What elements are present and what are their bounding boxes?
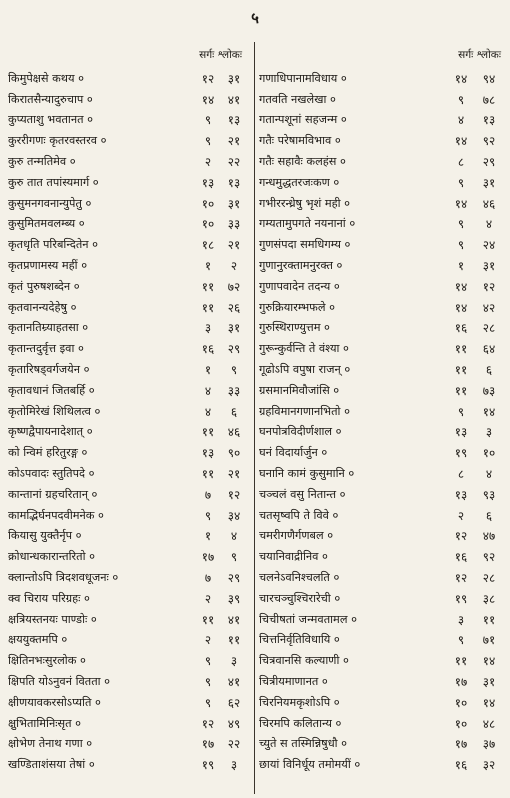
sarga-number: १ bbox=[457, 259, 465, 274]
sarga-number: १७ bbox=[201, 737, 215, 752]
shloka-number: ६ bbox=[485, 363, 493, 378]
shloka-number: ३७ bbox=[482, 737, 496, 752]
verse-opening: क्षययुक्तमपि ० bbox=[8, 633, 68, 647]
shloka-number: ९ bbox=[230, 363, 238, 378]
shloka-number: ४ bbox=[485, 467, 493, 482]
page-number: ५ bbox=[251, 9, 259, 27]
verse-opening: चयानिवाद्रीनिव ० bbox=[259, 550, 328, 564]
index-entry bbox=[259, 297, 504, 318]
sarga-number: १४ bbox=[454, 71, 468, 86]
index-entry bbox=[8, 276, 248, 297]
index-entry bbox=[259, 276, 504, 297]
sarga-number: १४ bbox=[454, 196, 468, 211]
verse-opening: गणाधिपानामविधाय ० bbox=[259, 71, 347, 85]
verse-opening: कृतप्रणामस्य महीं ० bbox=[8, 259, 88, 273]
sarga-number: १८ bbox=[201, 238, 215, 253]
shloka-number: ७२ bbox=[227, 279, 241, 294]
index-entry bbox=[259, 650, 504, 671]
verse-opening: गुणापवादेन तदन्य ० bbox=[259, 279, 340, 293]
index-entry bbox=[259, 588, 504, 609]
shloka-number: १४ bbox=[482, 695, 496, 710]
shloka-number: ९२ bbox=[482, 550, 496, 565]
left-index-column bbox=[8, 68, 248, 775]
verse-opening: गतैः परेषामविभाव ० bbox=[259, 134, 341, 148]
verse-opening: कृतधृति परिबन्दितेन ० bbox=[8, 238, 99, 252]
index-entry bbox=[8, 151, 248, 172]
sarga-number: १० bbox=[454, 695, 468, 710]
verse-opening: कुप्यताशु भवतानत ० bbox=[8, 113, 94, 127]
verse-opening: कुररीगणः कृतरवस्तरव ० bbox=[8, 134, 107, 148]
sarga-number: १ bbox=[204, 363, 212, 378]
index-entry bbox=[8, 297, 248, 318]
shloka-number: ९४ bbox=[482, 71, 496, 86]
sarga-number: १६ bbox=[454, 550, 468, 565]
shloka-number: १३ bbox=[482, 113, 496, 128]
verse-opening: कृतान्तदुर्वृत्त इवा ० bbox=[8, 342, 84, 356]
verse-opening: गुरुस्थिराण्युत्तम ० bbox=[259, 321, 330, 335]
index-entry bbox=[8, 692, 248, 713]
index-entry bbox=[8, 255, 248, 276]
shloka-number: ३३ bbox=[227, 383, 241, 398]
index-entry bbox=[259, 546, 504, 567]
verse-opening: गन्धमुद्धतरजःकण ० bbox=[259, 175, 340, 189]
shloka-number: ४६ bbox=[482, 196, 496, 211]
verse-opening: क्षितिनभःसुरलोक ० bbox=[8, 654, 86, 668]
shloka-number: १२ bbox=[482, 279, 496, 294]
index-entry bbox=[259, 110, 504, 131]
verse-opening: कोऽपवादः स्तुतिपदे ० bbox=[8, 467, 95, 481]
left-column-header: सर्गः श्लोकः bbox=[199, 49, 242, 61]
index-entry bbox=[8, 380, 248, 401]
shloka-number: ४ bbox=[485, 217, 493, 232]
index-entry bbox=[259, 130, 504, 151]
verse-opening: कृतोमिरेखं शिथिलत्व ० bbox=[8, 404, 101, 418]
shloka-number: २ bbox=[230, 259, 238, 274]
sarga-number: ११ bbox=[201, 300, 215, 315]
verse-opening: क्षुभितामिनिःसृत ० bbox=[8, 716, 82, 730]
shloka-number: १४ bbox=[482, 654, 496, 669]
shloka-number: २९ bbox=[227, 342, 241, 357]
right-index-column bbox=[259, 68, 504, 775]
verse-opening: क्व चिराय परिग्रहः ० bbox=[8, 591, 90, 605]
verse-opening: चिचीषतां जन्मवतामल ० bbox=[259, 612, 357, 626]
sarga-number: ९ bbox=[204, 134, 212, 149]
index-entry bbox=[8, 463, 248, 484]
sarga-number: २ bbox=[457, 508, 465, 523]
shloka-number: १२ bbox=[227, 487, 241, 502]
sarga-number: ११ bbox=[201, 612, 215, 627]
index-entry bbox=[8, 234, 248, 255]
verse-opening: कान्तानां ग्रहचरितान् ० bbox=[8, 487, 98, 501]
index-entry bbox=[8, 318, 248, 339]
sarga-number: १३ bbox=[454, 425, 468, 440]
shloka-number: ४६ bbox=[227, 425, 241, 440]
shloka-number: २१ bbox=[227, 467, 241, 482]
column-divider bbox=[254, 42, 255, 794]
shloka-number: ३१ bbox=[482, 259, 496, 274]
shloka-number: २८ bbox=[482, 571, 496, 586]
shloka-number: ६२ bbox=[227, 695, 241, 710]
verse-opening: चमरीगणैर्गणबल ० bbox=[259, 529, 334, 543]
shloka-number: ७३ bbox=[482, 383, 496, 398]
index-entry bbox=[8, 68, 248, 89]
index-entry bbox=[8, 671, 248, 692]
shloka-number: १३ bbox=[227, 175, 241, 190]
sarga-number: १६ bbox=[201, 342, 215, 357]
verse-opening: कृतवानन्यदेहेषु ० bbox=[8, 300, 77, 314]
shloka-number: १४ bbox=[482, 404, 496, 419]
verse-opening: चतसृष्वपि ते विवे ० bbox=[259, 508, 339, 522]
shloka-number: ३४ bbox=[227, 508, 241, 523]
verse-opening: चित्रवानसि कल्याणी ० bbox=[259, 654, 349, 668]
verse-opening: गभीररन्ध्रेषु भृशं मही ० bbox=[259, 196, 351, 210]
index-entry bbox=[259, 692, 504, 713]
index-entry bbox=[259, 713, 504, 734]
sarga-number: ९ bbox=[204, 695, 212, 710]
index-entry bbox=[8, 110, 248, 131]
index-entry bbox=[259, 214, 504, 235]
sarga-number: २ bbox=[204, 155, 212, 170]
sarga-number: १४ bbox=[454, 134, 468, 149]
shloka-number: ४९ bbox=[227, 716, 241, 731]
verse-opening: चलनेऽवनिश्चलति ० bbox=[259, 571, 340, 585]
verse-opening: गुरून्कुर्वन्ति ते वंश्या ० bbox=[259, 342, 349, 356]
sarga-number: ९ bbox=[204, 508, 212, 523]
verse-opening: गुरुक्रियारम्भफले ० bbox=[259, 300, 335, 314]
sarga-number: ७ bbox=[204, 487, 212, 502]
sarga-number: ११ bbox=[201, 425, 215, 440]
index-entry bbox=[8, 650, 248, 671]
verse-opening: कुसुमितमवलम्ब्य ० bbox=[8, 217, 85, 231]
shloka-number: ४१ bbox=[227, 612, 241, 627]
sarga-number: ३ bbox=[457, 612, 465, 627]
verse-opening: क्षिपति योऽनुवनं वितता ० bbox=[8, 675, 111, 688]
sarga-number: ९ bbox=[457, 175, 465, 190]
shloka-number: ९३ bbox=[482, 487, 496, 502]
shloka-number: ७१ bbox=[482, 633, 496, 648]
shloka-number: ११ bbox=[482, 612, 496, 627]
index-entry bbox=[8, 338, 248, 359]
shloka-number: ४१ bbox=[227, 92, 241, 107]
shloka-number: ३ bbox=[230, 758, 238, 773]
verse-opening: कुरु तात तपांस्यमार्ग ० bbox=[8, 175, 99, 189]
shloka-number: ४ bbox=[230, 529, 238, 544]
index-entry bbox=[259, 255, 504, 276]
verse-opening: छायां विनिर्धूय तमोमयीं ० bbox=[259, 758, 361, 772]
shloka-number: ३१ bbox=[482, 175, 496, 190]
index-entry bbox=[259, 89, 504, 110]
sarga-number: १३ bbox=[201, 446, 215, 461]
index-entry bbox=[8, 401, 248, 422]
sarga-number: १० bbox=[201, 196, 215, 211]
sarga-number: १ bbox=[204, 259, 212, 274]
sarga-number: ११ bbox=[201, 279, 215, 294]
index-entry bbox=[259, 567, 504, 588]
sarga-number: २ bbox=[204, 591, 212, 606]
sarga-number: १९ bbox=[201, 758, 215, 773]
sarga-number: १२ bbox=[454, 529, 468, 544]
shloka-number: ७८ bbox=[482, 92, 496, 107]
index-entry bbox=[8, 505, 248, 526]
sarga-number: १९ bbox=[454, 446, 468, 461]
verse-opening: घनं विदार्यार्जुन ० bbox=[259, 446, 328, 460]
index-entry bbox=[259, 754, 504, 775]
verse-opening: चारचञ्चुश्चिरारेची ० bbox=[259, 591, 341, 605]
verse-opening: कृतावधानं जितबर्हि ० bbox=[8, 383, 95, 397]
shloka-number: २८ bbox=[482, 321, 496, 336]
sarga-number: ९ bbox=[457, 217, 465, 232]
shloka-number: १३ bbox=[227, 113, 241, 128]
verse-opening: चिरनियमकृशोऽपि ० bbox=[259, 695, 340, 709]
sarga-number: ४ bbox=[204, 404, 212, 419]
sarga-number: १७ bbox=[454, 675, 468, 689]
verse-opening: गम्यतामुपगते नयनानां ० bbox=[259, 217, 356, 231]
verse-opening: गतवति नखलेखा ० bbox=[259, 92, 336, 106]
verse-opening: गतान्पशूनां सहजन्म ० bbox=[259, 113, 347, 127]
verse-opening: किमुपेक्षसे कथय ० bbox=[8, 71, 85, 85]
shloka-number: २९ bbox=[227, 571, 241, 586]
index-entry bbox=[259, 172, 504, 193]
sarga-number: १६ bbox=[454, 321, 468, 336]
shloka-number: १० bbox=[482, 446, 496, 461]
shloka-number: ९० bbox=[227, 446, 241, 461]
index-entry bbox=[259, 671, 504, 692]
shloka-number: ३१ bbox=[227, 71, 241, 86]
index-entry bbox=[259, 609, 504, 630]
shloka-number: ९२ bbox=[482, 134, 496, 149]
sarga-number: ९ bbox=[204, 675, 212, 689]
sarga-number: १९ bbox=[454, 591, 468, 606]
verse-opening: गूढोऽपि वपुषा राजन् ० bbox=[259, 363, 351, 377]
shloka-number: २४ bbox=[482, 238, 496, 253]
verse-opening: ग्रसमानमिवौजांसि ० bbox=[259, 383, 340, 397]
index-entry bbox=[259, 193, 504, 214]
index-entry bbox=[259, 734, 504, 755]
verse-opening: को न्विमं हरितुरङ्ग ० bbox=[8, 446, 88, 460]
index-entry bbox=[8, 422, 248, 443]
shloka-number: २६ bbox=[227, 300, 241, 315]
index-entry bbox=[259, 526, 504, 547]
sarga-number: ८ bbox=[457, 467, 465, 482]
sarga-number: ९ bbox=[457, 404, 465, 419]
sarga-number: ७ bbox=[204, 571, 212, 586]
shloka-number: २१ bbox=[227, 134, 241, 149]
shloka-number: ६ bbox=[485, 508, 493, 523]
sarga-number: ९ bbox=[457, 633, 465, 648]
verse-opening: किरातसैन्यादुरुचाप ० bbox=[8, 92, 93, 106]
verse-opening: घनानि कामं कुसुमानि ० bbox=[259, 467, 355, 481]
verse-opening: खण्डिताशंसया तेषां ० bbox=[8, 758, 95, 772]
index-entry bbox=[8, 526, 248, 547]
sarga-number: ४ bbox=[457, 113, 465, 128]
shloka-number: ४७ bbox=[482, 529, 496, 544]
sarga-number: १ bbox=[204, 529, 212, 544]
sarga-number: १२ bbox=[201, 71, 215, 86]
sarga-number: १२ bbox=[454, 571, 468, 586]
verse-opening: घनपोत्रविदीर्णशाल ० bbox=[259, 425, 342, 439]
index-entry bbox=[8, 713, 248, 734]
verse-opening: चित्रीयमाणानत ० bbox=[259, 675, 328, 688]
verse-opening: क्षत्रियस्तनयः पाण्डोः ० bbox=[8, 612, 97, 626]
verse-opening: कृतं पुरुषशब्देन ० bbox=[8, 279, 80, 293]
verse-opening: गुणानुरक्तामनुरक्त ० bbox=[259, 259, 343, 273]
shloka-number: ३८ bbox=[482, 591, 496, 606]
sarga-number: ११ bbox=[454, 654, 468, 669]
verse-opening: चञ्चलं वसु नितान्त ० bbox=[259, 487, 346, 501]
right-column-header: सर्गः श्लोकः bbox=[458, 49, 501, 61]
index-entry bbox=[259, 442, 504, 463]
index-entry bbox=[8, 588, 248, 609]
verse-opening: क्लान्तोऽपि त्रिदशवधूजनः ० bbox=[8, 571, 119, 585]
sarga-number: १६ bbox=[454, 758, 468, 773]
index-entry bbox=[8, 630, 248, 651]
shloka-number: ३३ bbox=[227, 217, 241, 232]
sarga-number: १७ bbox=[454, 737, 468, 752]
verse-opening: कियासु युक्तैर्नृप ० bbox=[8, 529, 82, 543]
shloka-number: ६ bbox=[230, 404, 238, 419]
shloka-number: ९ bbox=[230, 550, 238, 565]
verse-opening: क्रोधान्धकारान्तरितो ० bbox=[8, 550, 95, 564]
shloka-number: २१ bbox=[227, 238, 241, 253]
shloka-number: २२ bbox=[227, 737, 241, 752]
shloka-number: २९ bbox=[482, 155, 496, 170]
index-entry bbox=[259, 318, 504, 339]
index-entry bbox=[259, 338, 504, 359]
verse-opening: च्युते स तस्मिन्निषुधौ ० bbox=[259, 737, 348, 751]
shloka-number: ४२ bbox=[482, 300, 496, 315]
shloka-number: २२ bbox=[227, 155, 241, 170]
sarga-number: ९ bbox=[204, 654, 212, 669]
index-entry bbox=[259, 359, 504, 380]
index-entry bbox=[259, 484, 504, 505]
index-entry bbox=[8, 567, 248, 588]
verse-opening: कृतारिषड्वर्गजयेन ० bbox=[8, 363, 90, 377]
shloka-number: ११ bbox=[227, 633, 241, 648]
index-entry bbox=[8, 734, 248, 755]
index-entry bbox=[259, 380, 504, 401]
verse-opening: कुरु तन्मतिमेव ० bbox=[8, 155, 76, 169]
verse-opening: कामद्भिर्घनपदवीमनेक ० bbox=[8, 508, 104, 522]
sarga-number: ११ bbox=[201, 467, 215, 482]
sarga-number: १४ bbox=[454, 279, 468, 294]
index-entry bbox=[8, 172, 248, 193]
verse-opening: गुणसंपदा समधिगम्य ० bbox=[259, 238, 351, 252]
sarga-number: १४ bbox=[201, 92, 215, 107]
index-entry bbox=[259, 68, 504, 89]
index-entry bbox=[8, 442, 248, 463]
sarga-number: ११ bbox=[454, 383, 468, 398]
sarga-number: ९ bbox=[457, 92, 465, 107]
index-entry bbox=[8, 130, 248, 151]
verse-opening: क्षीणयावकरसोऽप्यति ० bbox=[8, 695, 101, 709]
sarga-number: ३ bbox=[204, 321, 212, 336]
sarga-number: १० bbox=[454, 716, 468, 731]
index-entry bbox=[8, 484, 248, 505]
index-entry bbox=[259, 151, 504, 172]
index-entry bbox=[259, 505, 504, 526]
shloka-number: ३१ bbox=[482, 675, 496, 689]
shloka-number: ३ bbox=[230, 654, 238, 669]
verse-opening: कृष्णद्वैपायनादेशात् ० bbox=[8, 425, 93, 439]
shloka-number: ३२ bbox=[482, 758, 496, 773]
sarga-number: १० bbox=[201, 217, 215, 232]
sarga-number: ११ bbox=[454, 342, 468, 357]
index-entry bbox=[8, 214, 248, 235]
sarga-number: ४ bbox=[204, 383, 212, 398]
sarga-number: १२ bbox=[201, 716, 215, 731]
index-entry bbox=[259, 630, 504, 651]
index-entry bbox=[259, 401, 504, 422]
sarga-number: ९ bbox=[457, 238, 465, 253]
shloka-number: ३१ bbox=[227, 196, 241, 211]
index-entry bbox=[8, 609, 248, 630]
verse-opening: चित्तनिर्वृतिविधायि ० bbox=[259, 633, 340, 647]
shloka-number: ४१ bbox=[227, 675, 241, 689]
index-entry bbox=[259, 463, 504, 484]
sarga-number: २ bbox=[204, 633, 212, 648]
shloka-number: ३ bbox=[485, 425, 493, 440]
sarga-number: १४ bbox=[454, 300, 468, 315]
verse-opening: ग्रहविमानगणानभितो ० bbox=[259, 404, 350, 418]
verse-opening: कुसुमनगवनान्युपेतु ० bbox=[8, 196, 92, 210]
sarga-number: ११ bbox=[454, 363, 468, 378]
index-entry bbox=[8, 359, 248, 380]
index-entry bbox=[8, 89, 248, 110]
shloka-number: ६४ bbox=[482, 342, 496, 357]
shloka-number: ३१ bbox=[227, 321, 241, 336]
shloka-number: ३९ bbox=[227, 591, 241, 606]
index-entry bbox=[259, 234, 504, 255]
index-entry bbox=[8, 754, 248, 775]
sarga-number: १३ bbox=[201, 175, 215, 190]
verse-opening: कृतानतिम्र्याहतसा ० bbox=[8, 321, 89, 335]
sarga-number: १७ bbox=[201, 550, 215, 565]
sarga-number: १३ bbox=[454, 487, 468, 502]
verse-opening: चिरमपि कलितान्य ० bbox=[259, 716, 342, 730]
shloka-number: ४८ bbox=[482, 716, 496, 731]
index-entry bbox=[8, 546, 248, 567]
sarga-number: ९ bbox=[204, 113, 212, 128]
sarga-number: ८ bbox=[457, 155, 465, 170]
index-entry bbox=[8, 193, 248, 214]
verse-opening: गतैः सहावैः कलहंस ० bbox=[259, 155, 346, 169]
index-entry bbox=[259, 422, 504, 443]
verse-opening: क्षोभेण तेनाथ गणा ० bbox=[8, 737, 93, 751]
